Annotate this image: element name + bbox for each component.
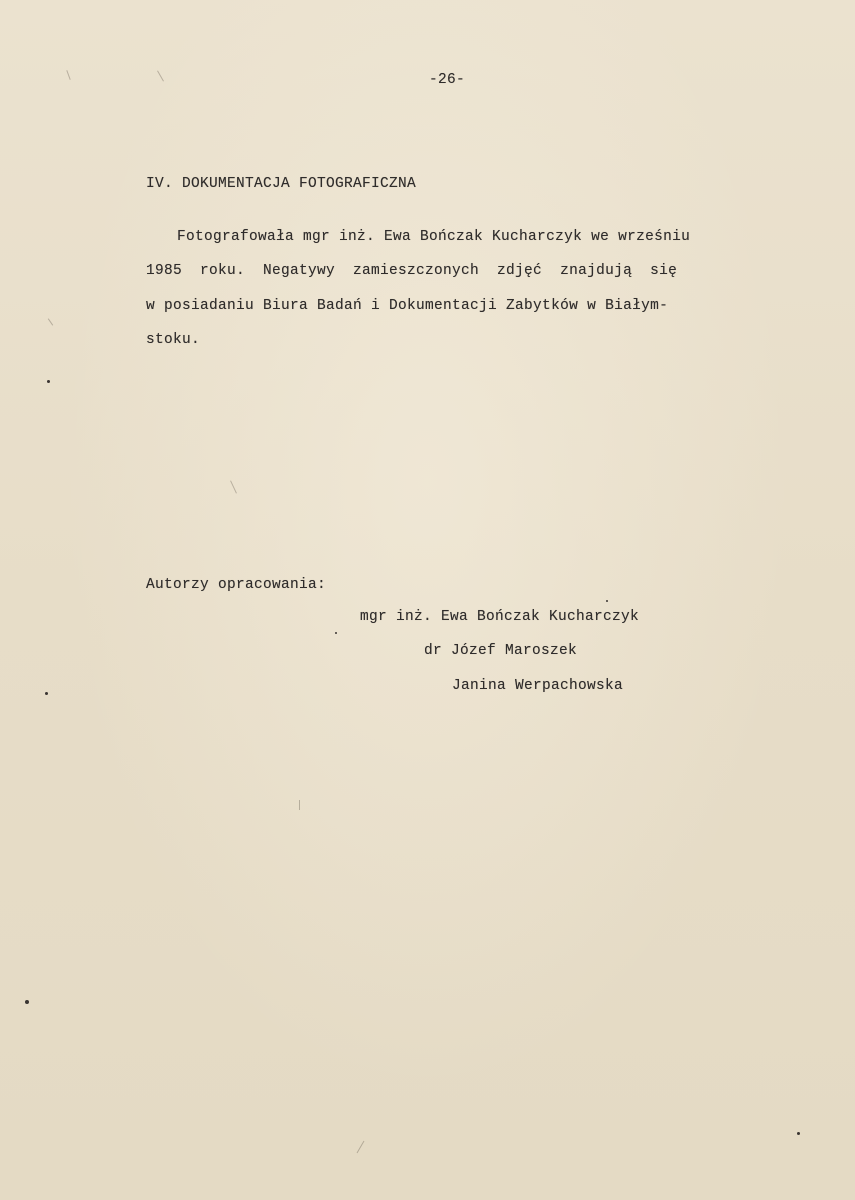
- scan-hair: [66, 70, 70, 80]
- paragraph-line: stoku.: [146, 332, 201, 348]
- paragraph-line: 1985 roku. Negatywy zamieszczonych zdjęć znajdują się: [146, 263, 678, 279]
- scan-speck: [47, 380, 50, 383]
- author-name: mgr inż. Ewa Bończak Kucharczyk: [360, 609, 640, 625]
- page-number: -26-: [429, 72, 466, 88]
- scan-speck: [606, 600, 608, 602]
- author-name: Janina Werpachowska: [452, 678, 624, 694]
- scan-speck: [797, 1132, 800, 1135]
- scan-speck: [45, 692, 48, 695]
- scan-hair: [230, 480, 237, 493]
- section-heading: IV. DOKUMENTACJA FOTOGRAFICZNA: [146, 176, 417, 192]
- scan-hair: [157, 71, 164, 82]
- scan-hair: [357, 1141, 365, 1154]
- paragraph-line: Fotografowała mgr inż. Ewa Bończak Kucharczyk we wrześniu: [141, 229, 691, 245]
- scan-hair: [48, 318, 53, 325]
- scan-hair: [299, 800, 300, 810]
- scan-speck: [25, 1000, 29, 1004]
- author-name: dr Józef Maroszek: [424, 643, 578, 659]
- paragraph-line: w posiadaniu Biura Badań i Dokumentacji Zabytków w Białym-: [146, 298, 669, 314]
- authors-label: Autorzy opracowania:: [146, 577, 327, 593]
- scan-speck: [335, 632, 337, 634]
